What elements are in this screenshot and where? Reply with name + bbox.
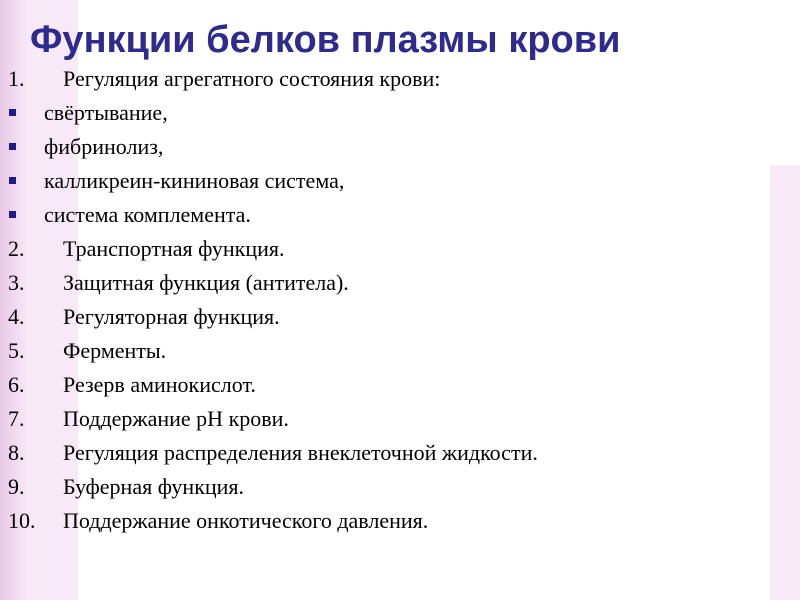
- list-item-text: Регуляторная функция.: [63, 304, 280, 329]
- decorative-right-band: [770, 165, 800, 600]
- list-item-number: 4.: [8, 304, 25, 329]
- list-item-text: система комплемента.: [44, 202, 251, 227]
- list-item-text: Буферная функция.: [63, 474, 245, 499]
- numbered-list-item: [0, 300, 770, 334]
- list-item-text: Регуляция распределения внеклеточной жидкости.: [63, 440, 538, 465]
- list-item-text: Поддержание онкотического давления.: [63, 508, 429, 533]
- numbered-list-item: [0, 266, 770, 300]
- bullet-list-item: [0, 130, 770, 164]
- square-bullet-icon: [9, 143, 16, 150]
- numbered-list-item: [0, 62, 770, 96]
- square-bullet-icon: [9, 211, 16, 218]
- list-item-text: Ферменты.: [63, 338, 167, 363]
- list-item-number: 10.: [8, 508, 36, 533]
- list-item-number: 1.: [8, 66, 25, 91]
- square-bullet-icon: [9, 177, 16, 184]
- list-item-text: Резерв аминокислот.: [63, 372, 256, 397]
- functions-list: [0, 62, 770, 538]
- list-item-number: 7.: [8, 406, 25, 431]
- list-item-text: фибринолиз,: [44, 134, 164, 159]
- numbered-list-item: [0, 470, 770, 504]
- numbered-list-item: [0, 368, 770, 402]
- slide-title: Функции белков плазмы крови: [30, 19, 621, 61]
- list-item-number: 8.: [8, 440, 25, 465]
- list-item-text: Защитная функция (антитела).: [63, 270, 349, 295]
- list-item-text: калликреин-кининовая система,: [44, 168, 345, 193]
- list-item-number: 3.: [8, 270, 25, 295]
- list-item-text: Транспортная функция.: [63, 236, 285, 261]
- numbered-list-item: [0, 436, 770, 470]
- list-item-number: 6.: [8, 372, 25, 397]
- numbered-list-item: [0, 402, 770, 436]
- numbered-list-item: [0, 504, 770, 538]
- list-item-number: 2.: [8, 236, 25, 261]
- numbered-list-item: [0, 232, 770, 266]
- list-item-text: свёртывание,: [44, 100, 168, 125]
- numbered-list-item: [0, 334, 770, 368]
- bullet-list-item: [0, 96, 770, 130]
- bullet-list-item: [0, 198, 770, 232]
- list-item-number: 9.: [8, 474, 25, 499]
- square-bullet-icon: [9, 109, 16, 116]
- list-item-text: Регуляция агрегатного состояния крови:: [63, 66, 441, 91]
- list-item-text: Поддержание pH крови.: [63, 406, 289, 431]
- bullet-list-item: [0, 164, 770, 198]
- list-item-number: 5.: [8, 338, 25, 363]
